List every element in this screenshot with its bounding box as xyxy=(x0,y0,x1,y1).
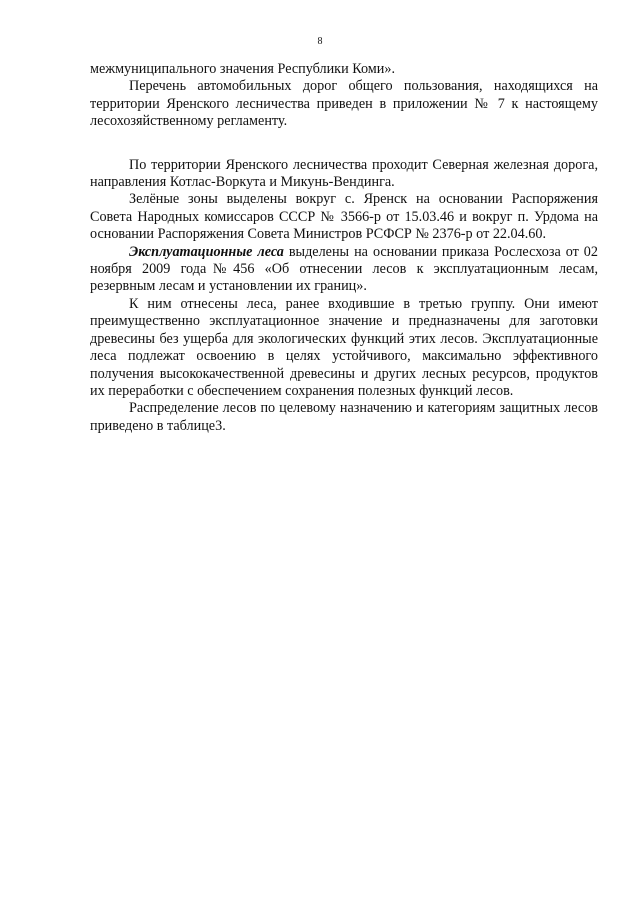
paragraph-green-zones: Зелёные зоны выделены вокруг с. Яренск на основании Распоряжения Совета Народных комиссаров СССР № 3566-р от 15.03.46 и вокруг п. Урдома на основании Распоряжения Совета Министров РСФСР № 2376-р от 22.04.60. xyxy=(90,191,598,243)
paragraph-railway: По территории Яренского лесничества проходит Северная железная дорога, направления Котлас-Воркута и Микунь-Вендинга. xyxy=(90,156,598,191)
paragraph-spacer xyxy=(90,131,598,157)
term-exploitation-forests: Эксплуатационные леса xyxy=(129,243,284,260)
paragraph-third-group: К ним отнесены леса, ранее входившие в третью группу. Они имеют преимущественно эксплуатационное значение и предназначены для заготовки древесины без ущерба для экологических функций этих лесов. Эксплуатационные леса подлежат освоению в целях устойчивого, максимально эффективного получения высококачественной древесины и других лесных ресурсов, продуктов их переработки с обеспечением сохранения полезных функций лесов. xyxy=(90,295,598,399)
document-body xyxy=(90,61,598,435)
paragraph-continuation: межмуниципального значения Республики Коми». xyxy=(90,61,396,77)
paragraph-exploitation-forests-text: выделены на основании приказа Рослесхоза от 02 ноября 2009 года№456 «Об отнесении лесов к эксплуатационным лесам, резервным лесам и установлении их границ». xyxy=(90,243,598,295)
paragraph-exploitation-forests xyxy=(90,244,598,296)
paragraph-roads-list: Перечень автомобильных дорог общего пользования, находящихся на территории Яренского лесничества приведен в приложении № 7 к настоящему лесохозяйственному регламенту. xyxy=(90,78,598,130)
paragraph-table-reference: Распределение лесов по целевому назначению и категориям защитных лесов приведено в таблице3. xyxy=(90,400,598,434)
page-number: 8 xyxy=(317,36,323,47)
